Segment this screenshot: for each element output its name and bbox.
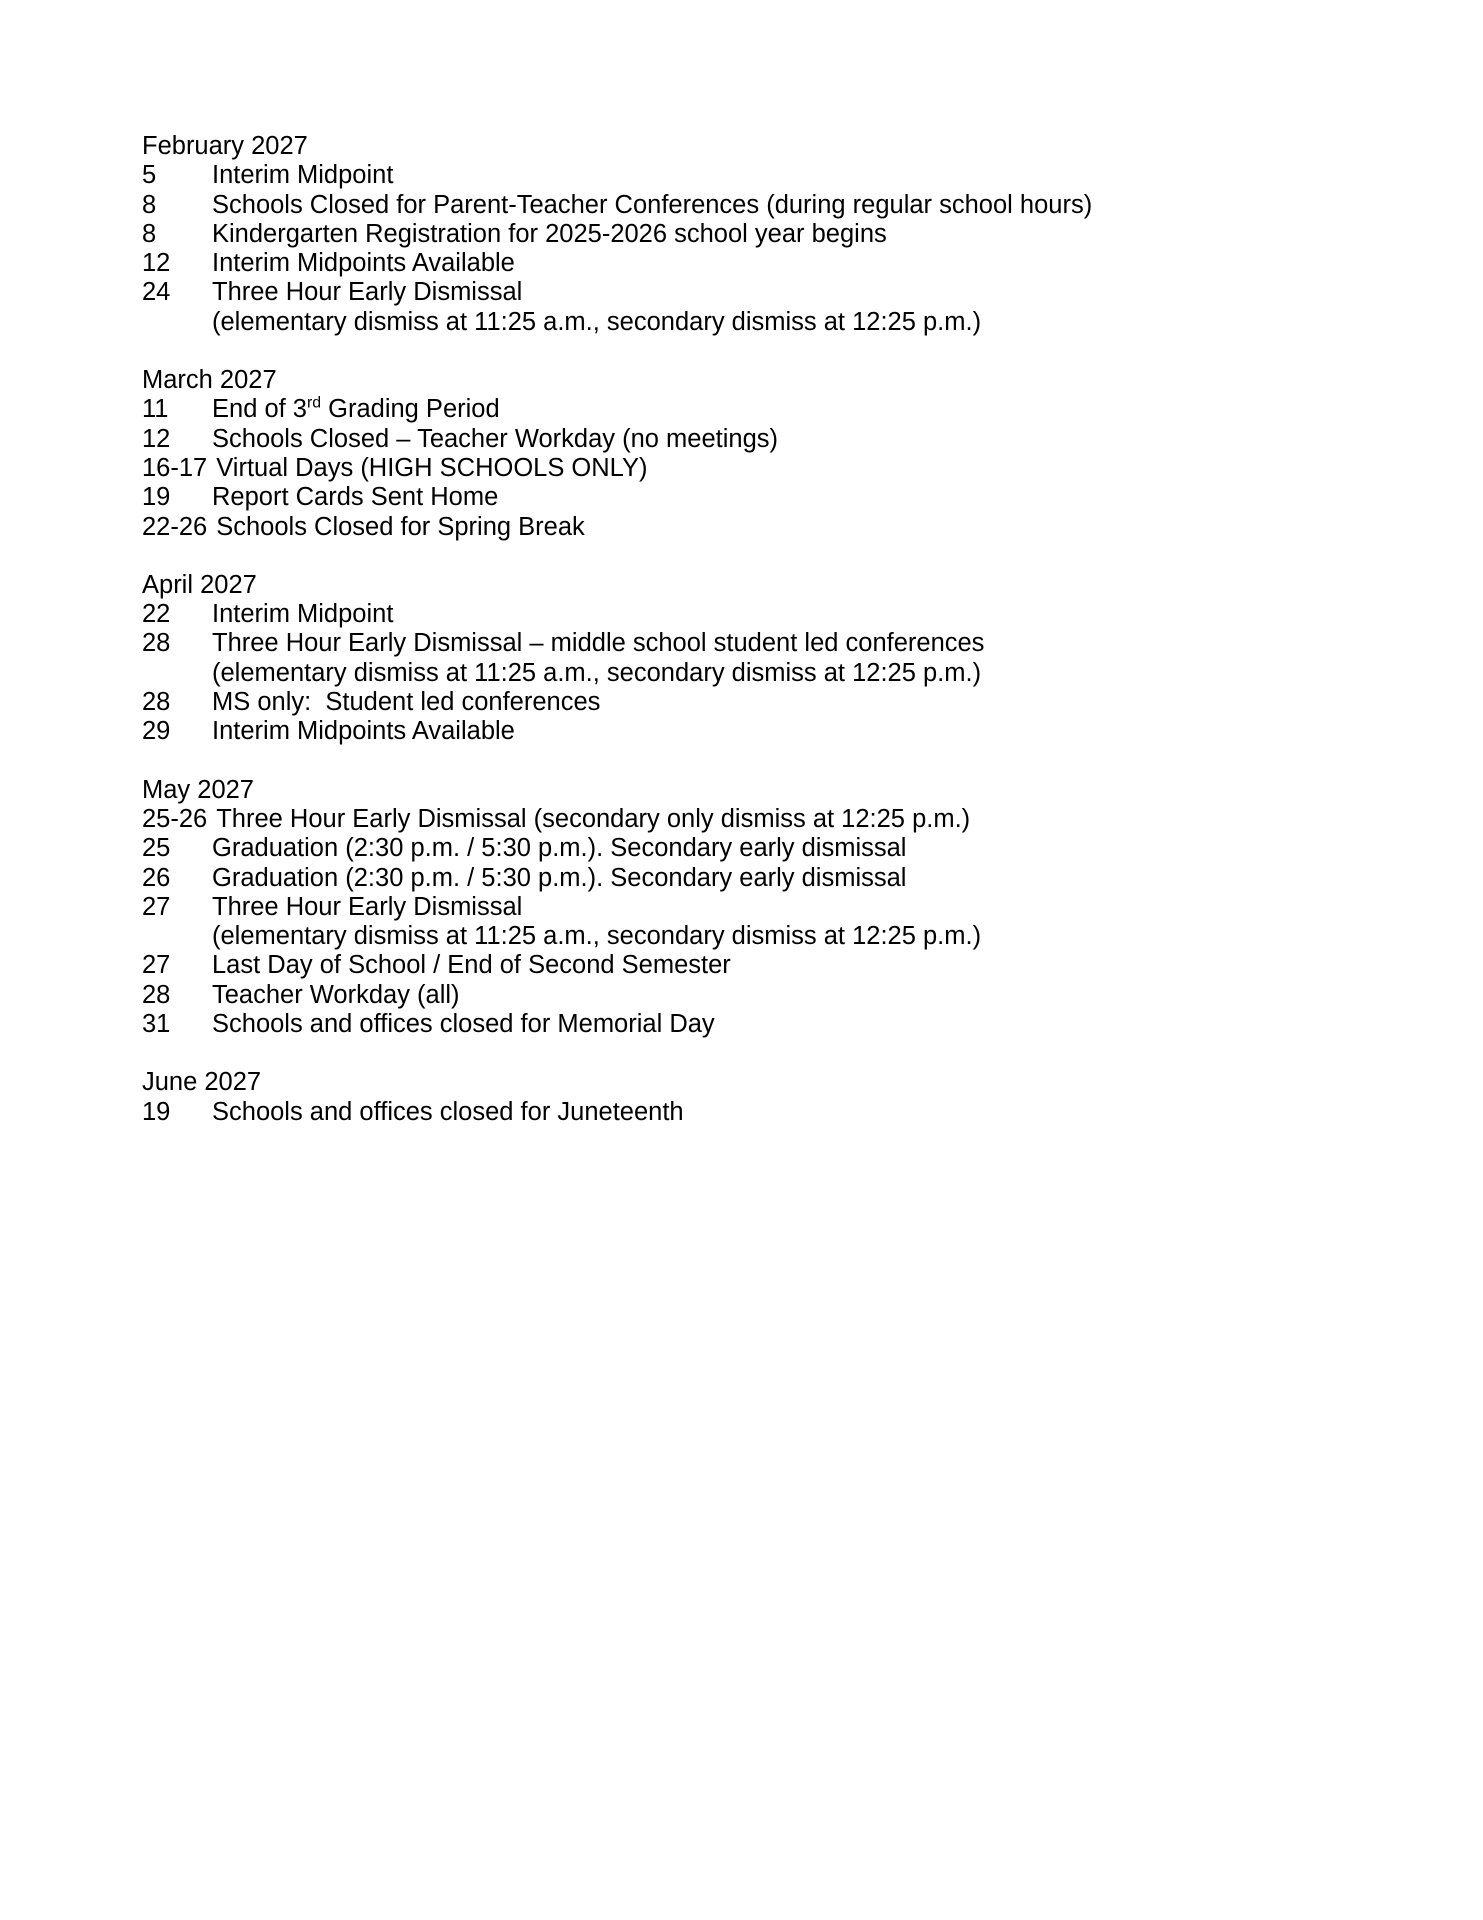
- entry-date: 28: [142, 688, 171, 717]
- month-heading: March 2027: [142, 366, 277, 395]
- month-block: [142, 132, 1343, 337]
- entry-description: Schools and offices closed for Juneteenth: [212, 1097, 684, 1126]
- calendar-entry: [142, 717, 1343, 746]
- entry-date: 27: [142, 892, 171, 921]
- entry-description: Schools Closed – Teacher Workday (no meetings): [212, 424, 779, 453]
- entry-description: Interim Midpoints Available: [212, 249, 515, 278]
- entry-description: Three Hour Early Dismissal (secondary only dismiss at 12:25 p.m.): [216, 804, 971, 833]
- month-heading: May 2027: [142, 775, 254, 804]
- entry-description: Kindergarten Registration for 2025-2026 school year begins: [212, 219, 887, 248]
- calendar-entry: [142, 834, 1343, 863]
- entry-date: 22-26: [142, 512, 208, 541]
- entry-description: Schools Closed for Spring Break: [216, 512, 585, 541]
- entry-description-pre: End of 3: [212, 395, 307, 424]
- month-heading: June 2027: [142, 1068, 262, 1097]
- month-block: [142, 776, 1343, 1040]
- ordinal-suffix: rd: [307, 394, 322, 412]
- entry-date: 28: [142, 980, 171, 1009]
- calendar-entry: [142, 161, 1343, 190]
- entry-description: Three Hour Early Dismissal: [212, 892, 523, 921]
- entry-description: MS only: Student led conferences: [212, 688, 601, 717]
- entry-date: 12: [142, 424, 171, 453]
- month-block: [142, 571, 1343, 747]
- entry-description: Interim Midpoint: [212, 161, 394, 190]
- entry-description: Three Hour Early Dismissal: [212, 278, 523, 307]
- entry-date: 29: [142, 717, 171, 746]
- entry-date: 19: [142, 1097, 171, 1126]
- entry-description: Interim Midpoint: [212, 600, 394, 629]
- calendar-entry: [142, 395, 1343, 424]
- entry-date: 25: [142, 834, 171, 863]
- entry-description: Teacher Workday (all): [212, 980, 460, 1009]
- entry-date: 5: [142, 161, 157, 190]
- entry-date: 8: [142, 219, 157, 248]
- calendar-entry: [142, 600, 1343, 629]
- entry-description: Report Cards Sent Home: [212, 483, 499, 512]
- entry-date: 19: [142, 483, 171, 512]
- calendar-entry: [142, 278, 1343, 307]
- entry-date: 16-17: [142, 453, 208, 482]
- entry-date: 12: [142, 249, 171, 278]
- calendar-body: [142, 132, 1343, 1127]
- month-heading: April 2027: [142, 570, 257, 599]
- calendar-entry: [142, 191, 1343, 220]
- entry-date: 22: [142, 600, 171, 629]
- entry-date: 31: [142, 1010, 171, 1039]
- entry-date: 26: [142, 863, 171, 892]
- calendar-entry: [142, 805, 1343, 834]
- calendar-entry: [142, 483, 1343, 512]
- entry-description: Interim Midpoints Available: [212, 717, 515, 746]
- calendar-entry: [142, 629, 1343, 658]
- entry-description: Graduation (2:30 p.m. / 5:30 p.m.). Secondary early dismissal: [212, 863, 907, 892]
- calendar-entry: [142, 951, 1343, 980]
- calendar-entry: [142, 454, 1343, 483]
- calendar-entry: [142, 425, 1343, 454]
- calendar-entry: [142, 1098, 1343, 1127]
- entry-description: Virtual Days (HIGH SCHOOLS ONLY): [216, 453, 648, 482]
- entry-description: Schools and offices closed for Memorial Day: [212, 1010, 715, 1039]
- entry-date: 27: [142, 951, 171, 980]
- entry-description-post: Grading Period: [321, 395, 500, 424]
- calendar-entry: [142, 864, 1343, 893]
- entry-description: Three Hour Early Dismissal – middle school student led conferences: [212, 629, 985, 658]
- month-heading: February 2027: [142, 132, 308, 160]
- calendar-entry: [142, 513, 1343, 542]
- entry-date: 8: [142, 190, 157, 219]
- month-block: [142, 1068, 1343, 1127]
- entry-continuation: (elementary dismiss at 11:25 a.m., secondary dismiss at 12:25 p.m.): [212, 922, 982, 951]
- calendar-entry: [142, 981, 1343, 1010]
- entry-date: 25-26: [142, 804, 208, 833]
- entry-date: 28: [142, 629, 171, 658]
- entry-description: [212, 395, 1343, 424]
- entry-description: Last Day of School / End of Second Semester: [212, 951, 731, 980]
- calendar-entry: [142, 1010, 1343, 1039]
- calendar-entry: [142, 249, 1343, 278]
- calendar-entry: [142, 688, 1343, 717]
- entry-continuation: (elementary dismiss at 11:25 a.m., secondary dismiss at 12:25 p.m.): [212, 307, 982, 336]
- entry-continuation: (elementary dismiss at 11:25 a.m., secondary dismiss at 12:25 p.m.): [212, 658, 982, 687]
- calendar-entry: [142, 220, 1343, 249]
- month-block: [142, 366, 1343, 542]
- entry-date: 24: [142, 278, 171, 307]
- entry-description: Schools Closed for Parent-Teacher Conferences (during regular school hours): [212, 190, 1093, 219]
- entry-date: 11: [142, 395, 169, 424]
- calendar-entry: [142, 893, 1343, 922]
- entry-description: Graduation (2:30 p.m. / 5:30 p.m.). Secondary early dismissal: [212, 834, 907, 863]
